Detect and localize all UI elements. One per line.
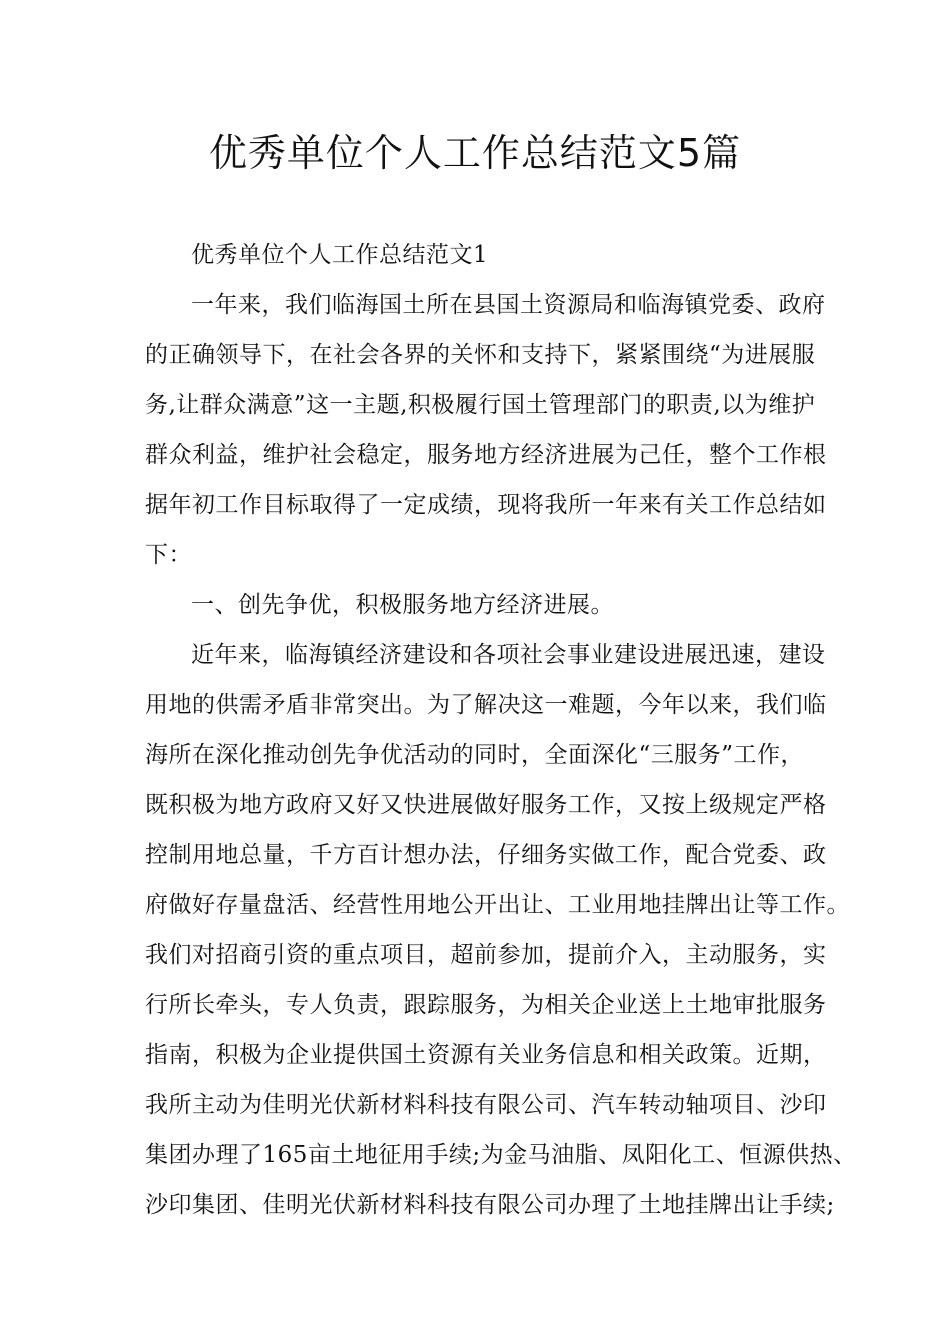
paragraph-intro xyxy=(145,280,827,580)
text-line: 海所在深化推动创先争优活动的同时，全面深化“三服务”工作， xyxy=(145,742,805,768)
text-line: 群众利益，维护社会稳定，服务地方经济进展为己任，整个工作根 xyxy=(145,442,827,468)
text-line: 控制用地总量，千方百计想办法，仔细务实做工作，配合党委、政 xyxy=(145,842,827,868)
text-line: 一、创先争优，积极服务地方经济进展。 xyxy=(191,592,614,618)
text-line: 务,让群众满意”这一主题,积极履行国土管理部门的职责,以为维护 xyxy=(145,392,816,418)
text-line: 优秀单位个人工作总结范文1 xyxy=(191,242,489,268)
text-line: 指南，积极为企业提供国土资源有关业务信息和相关政策。近期， xyxy=(145,1042,827,1068)
paragraph-subtitle xyxy=(145,230,805,280)
text-line: 的正确领导下，在社会各界的关怀和支持下，紧紧围绕“为进展服 xyxy=(145,342,816,368)
document-title: 优秀单位个人工作总结范文5篇 xyxy=(208,131,742,175)
text-line: 沙印集团、佳明光伏新材料科技有限公司办理了土地挂牌出让手续; xyxy=(145,1192,835,1218)
document-body xyxy=(145,230,857,1230)
text-line: 府做好存量盘活、经营性用地公开出让、工业用地挂牌出让等工作。 xyxy=(145,892,850,918)
paragraph-body xyxy=(145,630,857,1230)
text-line: 集团办理了165亩土地征用手续;为金马油脂、凤阳化工、恒源供热、 xyxy=(145,1142,857,1168)
section-heading xyxy=(145,580,805,630)
text-line: 用地的供需矛盾非常突出。为了解决这一难题，今年以来，我们临 xyxy=(145,692,827,718)
text-line: 既积极为地方政府又好又快进展做好服务工作，又按上级规定严格 xyxy=(145,792,827,818)
text-line: 近年来，临海镇经济建设和各项社会事业建设进展迅速，建设 xyxy=(191,642,826,668)
text-line: 一年来，我们临海国土所在县国土资源局和临海镇党委、政府 xyxy=(191,292,826,318)
text-line: 我所主动为佳明光伏新材料科技有限公司、汽车转动轴项目、沙印 xyxy=(145,1092,827,1118)
text-line: 据年初工作目标取得了一定成绩，现将我所一年来有关工作总结如 xyxy=(145,492,827,518)
text-line: 行所长牵头，专人负责，跟踪服务，为相关企业送上土地审批服务 xyxy=(145,992,827,1018)
text-line: 下： xyxy=(145,542,192,568)
text-line: 我们对招商引资的重点项目，超前参加，提前介入，主动服务，实 xyxy=(145,942,827,968)
